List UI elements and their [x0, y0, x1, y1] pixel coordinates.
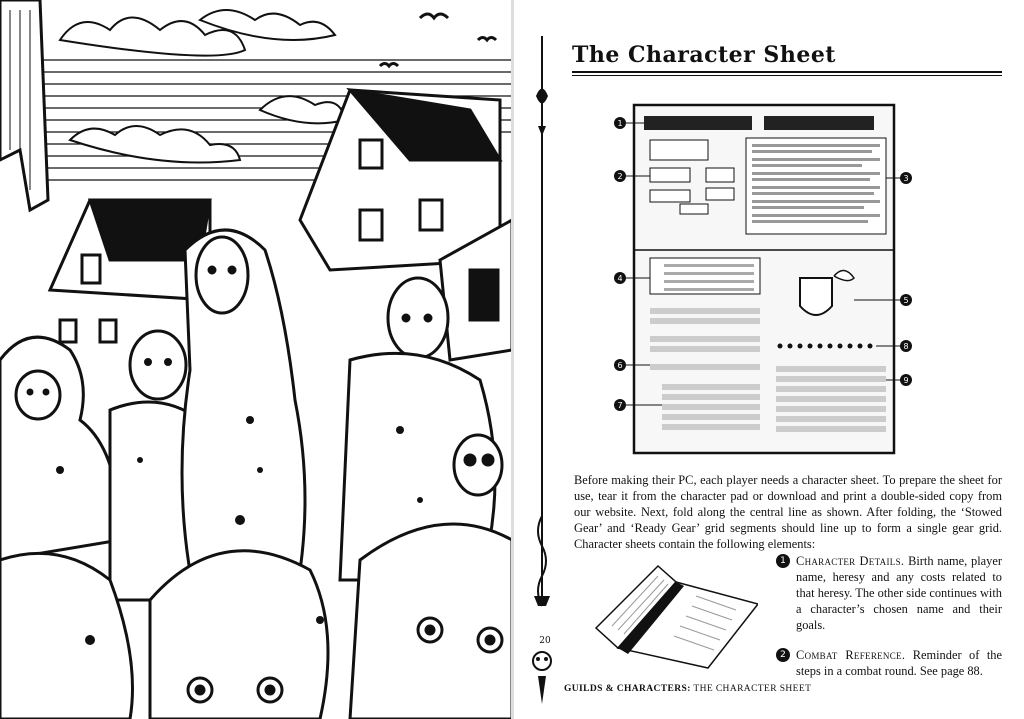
title-rule-thin: [572, 75, 1002, 76]
svg-text:8: 8: [903, 342, 909, 351]
svg-text:1: 1: [617, 119, 623, 128]
footer-subsection: THE CHARACTER SHEET: [693, 684, 812, 694]
svg-text:7: 7: [617, 401, 623, 410]
page-number: 20: [539, 636, 551, 646]
folded-sheet-illustration: [588, 556, 758, 676]
item-text: Reminder of the steps in a combat round. See page 88.: [796, 648, 1002, 678]
svg-text:4: 4: [617, 274, 623, 283]
callout-5: [900, 294, 912, 306]
item-number: 2: [776, 648, 790, 662]
footer-section: GUILDS & CHARACTERS:: [564, 684, 691, 694]
list-item: [776, 647, 1002, 679]
callout-3: [900, 172, 912, 184]
svg-text:3: 3: [903, 174, 909, 183]
callout-6: [614, 359, 626, 371]
element-list: [776, 553, 1002, 693]
callout-4: [614, 272, 626, 284]
sword-ornament: [532, 36, 552, 706]
item-heading: Combat Reference.: [796, 648, 906, 662]
list-item: [776, 553, 1002, 633]
page-character-sheet: [514, 0, 1024, 719]
callout-8: [900, 340, 912, 352]
intro-paragraph: Before making their PC, each player needs a character sheet. To prepare the sheet for use, tear it from the character pad or download and print a double-sided copy from our website. Next, fold along the central line as shown. After folding, the ‘Stowed Gear’ and ‘Ready Gear’ grid segments should line up to form a single gear grid. Character sheets contain the following elements:: [574, 473, 1002, 551]
callout-7: [614, 399, 626, 411]
running-footer: [564, 684, 811, 694]
title-rule: [572, 71, 1002, 73]
callout-2: [614, 170, 626, 182]
svg-text:2: 2: [617, 172, 623, 181]
item-number: 1: [776, 554, 790, 568]
page-title: The Character Sheet: [572, 42, 836, 68]
svg-text:5: 5: [903, 296, 909, 305]
item-text: Birth name, player name, heresy and any costs related to that heresy. The other side continues with a character’s chosen name and their goals.: [796, 554, 1002, 632]
character-sheet-diagram: [604, 100, 914, 460]
svg-text:6: 6: [617, 361, 623, 370]
callout-1: [614, 117, 626, 129]
svg-text:9: 9: [903, 376, 909, 385]
callout-9: [900, 374, 912, 386]
item-heading: Character Details.: [796, 554, 905, 568]
